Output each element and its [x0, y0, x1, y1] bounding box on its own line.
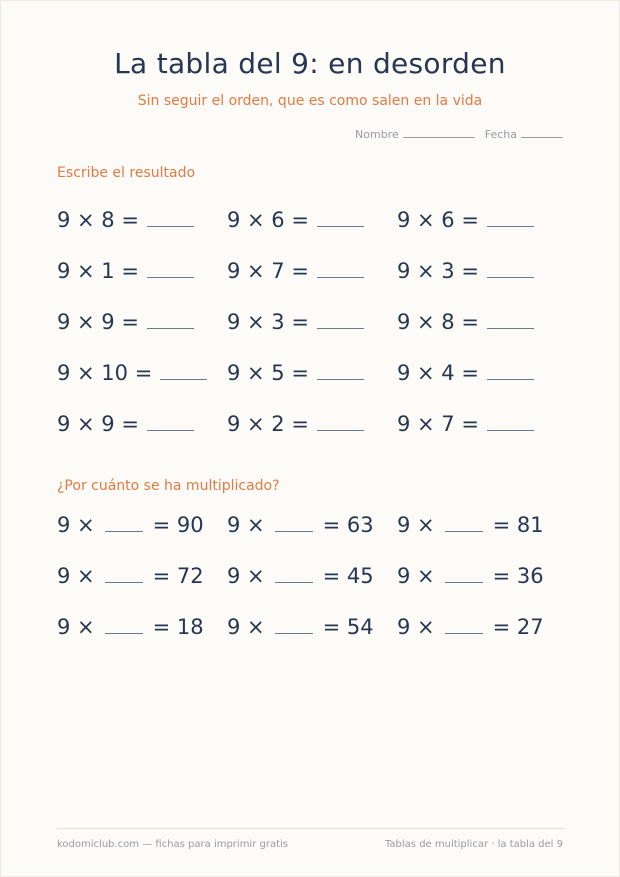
factor-result: = 72 [152, 563, 204, 588]
factor-item [227, 615, 397, 639]
exercise-expression: 9 × 5 = [227, 360, 309, 385]
results-row [57, 398, 567, 449]
exercise-expression: 9 × 6 = [227, 207, 309, 232]
factor-blank[interactable] [445, 619, 483, 634]
factor-blank[interactable] [275, 568, 313, 583]
factor-blank[interactable] [275, 517, 313, 532]
exercise-item [227, 310, 397, 334]
answer-blank[interactable] [317, 416, 364, 431]
factor-left: 9 × [397, 563, 435, 588]
exercise-expression: 9 × 3 = [397, 258, 479, 283]
date-label: Fecha [484, 128, 517, 141]
answer-blank[interactable] [147, 263, 194, 278]
factor-result: = 81 [492, 512, 544, 537]
factor-left: 9 × [227, 512, 265, 537]
factor-item [57, 615, 227, 639]
exercise-item [397, 412, 567, 436]
factor-grid [57, 499, 567, 652]
exercise-expression: 9 × 9 = [57, 411, 139, 436]
exercise-item [397, 361, 567, 385]
factor-left: 9 × [57, 563, 95, 588]
footer-topic: Tablas de multiplicar · la tabla del 9 [384, 839, 563, 850]
exercise-expression: 9 × 10 = [57, 360, 153, 385]
factor-blank[interactable] [105, 568, 143, 583]
factor-row [57, 601, 567, 652]
exercise-expression: 9 × 3 = [227, 309, 309, 334]
results-row [57, 296, 567, 347]
section-factor-label: ¿Por cuánto se ha multiplicado? [57, 478, 280, 494]
exercise-item [57, 208, 227, 232]
factor-result: = 90 [152, 512, 204, 537]
answer-blank[interactable] [317, 365, 364, 380]
answer-blank[interactable] [487, 314, 534, 329]
factor-row [57, 499, 567, 550]
exercise-item [227, 208, 397, 232]
factor-left: 9 × [227, 614, 265, 639]
factor-row [57, 550, 567, 601]
name-label: Nombre [355, 128, 399, 141]
section-results-label: Escribe el resultado [57, 165, 196, 181]
factor-result: = 54 [322, 614, 374, 639]
exercise-expression: 9 × 9 = [57, 309, 139, 334]
footer-site: kodomiclub.com — fichas para imprimir gratis [57, 839, 289, 850]
factor-result: = 36 [492, 563, 544, 588]
factor-left: 9 × [397, 614, 435, 639]
exercise-item [397, 259, 567, 283]
exercise-expression: 9 × 7 = [227, 258, 309, 283]
answer-blank[interactable] [160, 365, 207, 380]
exercise-item [57, 310, 227, 334]
factor-blank[interactable] [275, 619, 313, 634]
exercise-item [397, 208, 567, 232]
exercise-expression: 9 × 4 = [397, 360, 479, 385]
results-row [57, 245, 567, 296]
factor-left: 9 × [57, 614, 95, 639]
exercise-expression: 9 × 8 = [397, 309, 479, 334]
exercise-item [57, 361, 227, 385]
answer-blank[interactable] [147, 212, 194, 227]
factor-item [397, 513, 567, 537]
results-row [57, 194, 567, 245]
name-blank[interactable] [403, 127, 475, 138]
answer-blank[interactable] [487, 416, 534, 431]
exercise-expression: 9 × 6 = [397, 207, 479, 232]
exercise-item [57, 412, 227, 436]
factor-left: 9 × [227, 563, 265, 588]
answer-blank[interactable] [487, 365, 534, 380]
factor-item [397, 615, 567, 639]
page-title: La tabla del 9: en desorden [114, 47, 506, 80]
answer-blank[interactable] [317, 314, 364, 329]
factor-left: 9 × [397, 512, 435, 537]
factor-blank[interactable] [445, 568, 483, 583]
results-row [57, 347, 567, 398]
footer-divider [57, 828, 565, 829]
factor-blank[interactable] [105, 619, 143, 634]
exercise-expression: 9 × 8 = [57, 207, 139, 232]
factor-result: = 63 [322, 512, 374, 537]
exercise-item [397, 310, 567, 334]
factor-item [397, 564, 567, 588]
name-date-fields [355, 127, 563, 141]
factor-item [57, 564, 227, 588]
answer-blank[interactable] [487, 263, 534, 278]
answer-blank[interactable] [147, 416, 194, 431]
exercise-expression: 9 × 1 = [57, 258, 139, 283]
factor-result: = 45 [322, 563, 374, 588]
exercise-expression: 9 × 2 = [227, 411, 309, 436]
answer-blank[interactable] [147, 314, 194, 329]
factor-result: = 18 [152, 614, 204, 639]
date-blank[interactable] [521, 127, 563, 138]
exercise-expression: 9 × 7 = [397, 411, 479, 436]
answer-blank[interactable] [487, 212, 534, 227]
exercise-item [227, 412, 397, 436]
factor-item [57, 513, 227, 537]
factor-left: 9 × [57, 512, 95, 537]
answer-blank[interactable] [317, 212, 364, 227]
factor-result: = 27 [492, 614, 544, 639]
exercise-item [227, 259, 397, 283]
factor-item [227, 513, 397, 537]
factor-blank[interactable] [105, 517, 143, 532]
results-grid [57, 194, 567, 449]
exercise-item [57, 259, 227, 283]
factor-item [227, 564, 397, 588]
factor-blank[interactable] [445, 517, 483, 532]
page-subtitle: Sin seguir el orden, que es como salen en la vida [137, 93, 483, 109]
answer-blank[interactable] [317, 263, 364, 278]
exercise-item [227, 361, 397, 385]
